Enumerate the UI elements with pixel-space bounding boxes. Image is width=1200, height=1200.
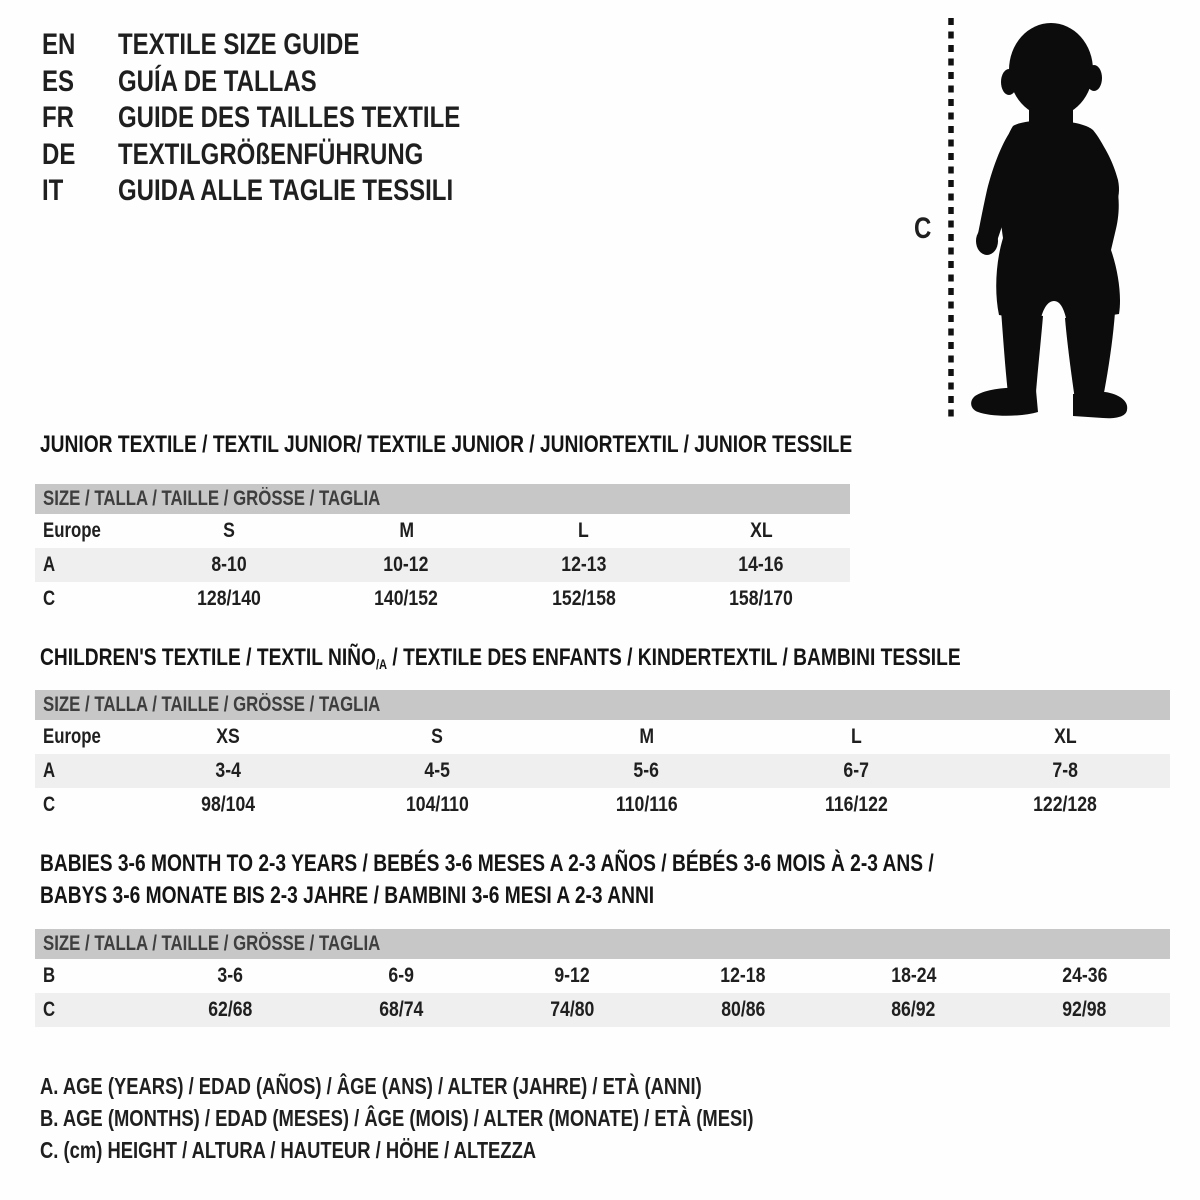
value-cell	[673, 553, 851, 577]
size-table-header-bar	[35, 484, 850, 514]
cell-value: 9-12	[554, 964, 590, 987]
guide-title-en: TEXTILE SIZE GUIDE	[118, 28, 360, 61]
guide-title-de: TEXTILGRÖßENFÜHRUNG	[118, 137, 424, 171]
height-measure-line	[946, 15, 956, 421]
value-cell	[751, 725, 960, 749]
cell-value: 74/80	[549, 998, 595, 1021]
baby-silhouette-icon	[963, 18, 1140, 422]
baby-silhouette-figure	[963, 18, 1140, 427]
cell-value: 152/158	[551, 587, 616, 610]
cell-value: 3-6	[217, 964, 244, 987]
size-table-header-bar	[35, 690, 1170, 720]
cell-value: L	[850, 725, 862, 748]
cell-value: M	[398, 519, 414, 542]
language-title-list	[42, 27, 546, 210]
legend	[40, 1070, 932, 1166]
cell-value: 24-36	[1061, 964, 1108, 987]
table-row	[35, 514, 850, 548]
table-row	[35, 959, 1170, 993]
value-cell	[318, 553, 496, 577]
value-cell	[999, 998, 1170, 1022]
language-code: FR	[42, 101, 74, 134]
cell-value: 104/110	[405, 793, 469, 816]
row-label-cell	[35, 725, 123, 749]
cell-value: L	[578, 519, 590, 542]
value-cell	[751, 759, 960, 783]
cell-value: 98/104	[200, 793, 255, 816]
cell-value: 128/140	[196, 587, 261, 610]
guide-title-it: GUIDA ALLE TAGLIE TESSILI	[118, 174, 454, 207]
row-label-cell	[35, 964, 145, 988]
children-title-pre: CHILDREN'S TEXTILE / TEXTIL NIÑO	[40, 644, 376, 671]
junior-section-title: JUNIOR TEXTILE / TEXTIL JUNIOR/ TEXTILE JUNIOR / JUNIORTEXTIL / JUNIOR TESSILE	[40, 431, 853, 458]
cell-value: 158/170	[729, 587, 794, 610]
cell-value: XL	[1054, 725, 1077, 748]
language-code: ES	[42, 64, 75, 98]
cell-value: 12-18	[720, 964, 766, 987]
value-cell	[673, 587, 851, 611]
size-table-header-label: SIZE / TALLA / TAILLE / GRÖSSE / TAGLIA	[43, 693, 381, 716]
value-cell	[332, 725, 541, 749]
value-cell	[542, 725, 751, 749]
legend-line-b: B. AGE (MONTHS) / EDAD (MESES) / ÂGE (MOIS) / ALTER (MONATE) / ETÀ (MESI)	[40, 1105, 754, 1131]
value-cell	[495, 587, 673, 611]
cell-value: 6-9	[388, 964, 414, 987]
cell-value: 6-7	[843, 759, 869, 782]
table-row	[35, 548, 850, 582]
cell-value: 14-16	[738, 553, 784, 576]
value-cell	[657, 998, 828, 1022]
figure-height-label: C	[914, 212, 932, 245]
table-row	[35, 720, 1170, 754]
row-label: Europe	[43, 725, 101, 748]
cell-value: M	[639, 725, 654, 748]
cell-value: 12-13	[561, 553, 607, 576]
guide-title-fr: GUIDE DES TAILLES TEXTILE	[118, 101, 461, 134]
cell-value: 10-12	[383, 553, 429, 576]
language-row-en	[42, 27, 546, 64]
babies-title-line1: BABIES 3-6 MONTH TO 2-3 YEARS / BEBÉS 3-6 MESES A 2-3 AÑOS / BÉBÉS 3-6 MOIS À 2-3 ANS /	[40, 850, 934, 877]
language-row-de	[42, 137, 546, 174]
cell-value: 80/86	[720, 998, 765, 1021]
children-size-table	[35, 690, 1170, 822]
value-cell	[140, 553, 318, 577]
value-cell	[673, 519, 851, 543]
value-cell	[657, 964, 828, 988]
value-cell	[123, 759, 332, 783]
value-cell	[961, 759, 1170, 783]
cell-value: 122/128	[1033, 793, 1098, 816]
row-label-cell	[35, 519, 140, 543]
row-label: B	[43, 964, 56, 987]
size-table-header-label: SIZE / TALLA / TAILLE / GRÖSSE / TAGLIA	[43, 487, 381, 510]
babies-size-table	[35, 929, 1170, 1027]
children-title-subscript: /A	[375, 655, 388, 672]
legend-line-a: A. AGE (YEARS) / EDAD (AÑOS) / ÂGE (ANS) / ALTER (JAHRE) / ETÀ (ANNI)	[40, 1073, 702, 1099]
value-cell	[487, 964, 658, 988]
value-cell	[828, 964, 999, 988]
cell-value: 140/152	[374, 587, 439, 610]
cell-value: 8-10	[211, 553, 247, 576]
row-label: Europe	[43, 519, 101, 542]
value-cell	[332, 793, 541, 817]
row-label-cell	[35, 587, 140, 611]
cell-value: 18-24	[891, 964, 937, 987]
value-cell	[123, 725, 332, 749]
children-section-title	[40, 646, 1191, 676]
value-cell	[487, 998, 658, 1022]
value-cell	[140, 587, 318, 611]
row-label: A	[43, 759, 56, 782]
value-cell	[961, 725, 1170, 749]
table-row	[35, 582, 850, 616]
value-cell	[145, 998, 316, 1022]
row-label-cell	[35, 793, 123, 817]
cell-value: 62/68	[208, 998, 253, 1021]
value-cell	[961, 793, 1170, 817]
cell-value: S	[222, 519, 235, 542]
value-cell	[123, 793, 332, 817]
value-cell	[495, 519, 673, 543]
row-label: C	[43, 793, 56, 816]
language-row-fr	[42, 100, 546, 137]
language-row-it	[42, 173, 546, 210]
row-label: C	[43, 587, 56, 610]
value-cell	[318, 587, 496, 611]
value-cell	[316, 964, 487, 988]
value-cell	[542, 793, 751, 817]
cell-value: 3-4	[214, 759, 241, 782]
language-row-es	[42, 64, 546, 101]
table-row	[35, 993, 1170, 1027]
children-title-post: / TEXTILE DES ENFANTS / KINDERTEXTIL / BAMBINI TESSILE	[387, 644, 961, 671]
cell-value: S	[431, 725, 443, 748]
cell-value: 68/74	[379, 998, 424, 1021]
row-label-cell	[35, 998, 145, 1022]
value-cell	[316, 998, 487, 1022]
language-code: EN	[42, 28, 76, 61]
table-row	[35, 788, 1170, 822]
value-cell	[332, 759, 541, 783]
cell-value: 116/122	[824, 793, 888, 816]
row-label-cell	[35, 553, 140, 577]
table-row	[35, 754, 1170, 788]
babies-title-line2: BABYS 3-6 MONATE BIS 2-3 JAHRE / BAMBINI 3-6 MESI A 2-3 ANNI	[40, 882, 655, 909]
legend-line-c: C. (cm) HEIGHT / ALTURA / HAUTEUR / HÖHE / ALTEZZA	[40, 1137, 537, 1163]
language-code: DE	[42, 137, 76, 171]
size-table-header-label: SIZE / TALLA / TAILLE / GRÖSSE / TAGLIA	[43, 932, 381, 955]
row-label-cell	[35, 759, 123, 783]
value-cell	[495, 553, 673, 577]
cell-value: 7-8	[1052, 759, 1079, 782]
language-code: IT	[42, 174, 64, 207]
value-cell	[145, 964, 316, 988]
row-label: C	[43, 998, 56, 1021]
value-cell	[318, 519, 496, 543]
value-cell	[828, 998, 999, 1022]
value-cell	[140, 519, 318, 543]
value-cell	[999, 964, 1170, 988]
cell-value: XL	[749, 519, 773, 542]
cell-value: XS	[215, 725, 240, 748]
value-cell	[542, 759, 751, 783]
cell-value: 92/98	[1062, 998, 1107, 1021]
cell-value: 4-5	[424, 759, 450, 782]
cell-value: 110/116	[615, 793, 678, 816]
row-label: A	[43, 553, 56, 576]
babies-section-title	[40, 848, 1157, 912]
size-table-header-bar	[35, 929, 1170, 959]
cell-value: 86/92	[891, 998, 936, 1021]
cell-value: 5-6	[633, 759, 660, 782]
guide-title-es: GUÍA DE TALLAS	[118, 64, 317, 98]
junior-size-table	[35, 484, 850, 616]
value-cell	[751, 793, 960, 817]
